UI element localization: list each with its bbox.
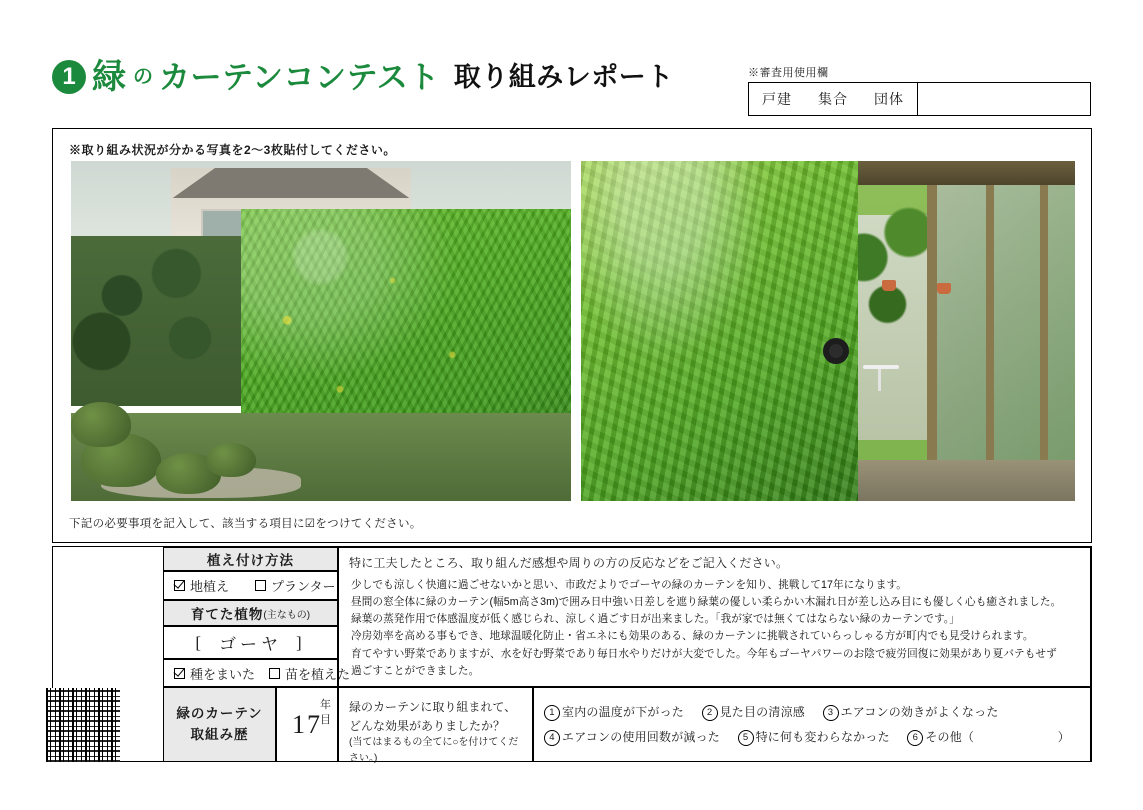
judge-option-detached[interactable]: 戸建 bbox=[762, 91, 792, 107]
judge-entry-blank[interactable] bbox=[918, 83, 1090, 115]
checkbox-checked-icon[interactable] bbox=[174, 580, 185, 591]
judge-option-collective[interactable]: 集合 bbox=[818, 91, 848, 107]
free-comment-line: 緑葉の蒸発作用で体感温度が低く感じられ、涼しく過ごす日が出来ました。「我が家では無くてはならない緑のカーテンです。」 bbox=[351, 613, 960, 626]
effects-options-row-2[interactable] bbox=[544, 725, 1084, 750]
plant-grown-header-label: 育てた植物 bbox=[190, 607, 264, 622]
plant-grown-header bbox=[163, 600, 338, 626]
title-green-word: 緑 bbox=[92, 58, 127, 96]
title-particle: の bbox=[133, 66, 153, 88]
photo-flower-pot bbox=[937, 283, 951, 294]
photo-instruction: ※取り組み状況が分かる写真を2～3枚貼付してください。 bbox=[69, 143, 396, 157]
free-comment-cell[interactable] bbox=[338, 547, 1091, 687]
circle-number-icon: 2 bbox=[702, 705, 718, 721]
checkbox-checked-icon[interactable] bbox=[174, 668, 185, 679]
photo-bush bbox=[71, 402, 131, 446]
option-sowed-seed-label: 種をまいた bbox=[190, 666, 256, 682]
planting-method-header: 植え付け方法 bbox=[163, 547, 338, 571]
free-comment-line: 少しでも涼しく快適に過ごせないかと思い、市政だよりでゴーヤの緑のカーテンを知り、挑戦して17年になります。 bbox=[351, 579, 907, 591]
judge-use-note: ※審査用使用欄 bbox=[748, 67, 829, 79]
effect-option-6-close-paren: ） bbox=[1057, 730, 1070, 745]
circle-number-icon: 4 bbox=[544, 730, 560, 746]
option-sowed-seed[interactable] bbox=[174, 664, 255, 683]
experience-unit-year: 年 bbox=[320, 699, 331, 711]
photo-flower-pot bbox=[882, 280, 896, 291]
effects-question-line2: どんな効果がありましたか？ bbox=[349, 718, 506, 733]
photo-tire bbox=[823, 338, 849, 364]
checkbox-icon[interactable] bbox=[255, 580, 266, 591]
effect-option-1[interactable] bbox=[544, 705, 688, 719]
photo-door-frame bbox=[1040, 175, 1048, 488]
photo-glass-doors bbox=[927, 175, 1075, 488]
effect-option-4-label: エアコンの使用回数が減った bbox=[562, 730, 721, 745]
photo-door-frame bbox=[927, 175, 937, 488]
veranda-goya-curtain-photo bbox=[581, 161, 1075, 501]
circle-number-icon: 1 bbox=[544, 705, 560, 721]
effects-options-cell[interactable] bbox=[533, 687, 1091, 762]
experience-header-line2: 取組み歴 bbox=[190, 726, 249, 742]
experience-header bbox=[163, 687, 276, 762]
form-table bbox=[52, 546, 1092, 762]
effect-option-6-label: その他（ bbox=[925, 730, 975, 745]
effect-option-2[interactable] bbox=[702, 705, 809, 719]
experience-years-value: 17 bbox=[292, 709, 322, 739]
experience-years-field[interactable] bbox=[276, 687, 338, 762]
effects-question-cell bbox=[338, 687, 533, 762]
photo-bush bbox=[206, 443, 256, 477]
effect-option-1-label: 室内の温度が下がった bbox=[562, 705, 685, 719]
planting-method-options[interactable] bbox=[163, 571, 338, 600]
free-comment-line: 昼間の窓全体に緑のカーテン(幅5m高さ3m)で囲み日中強い日差しを遮り緑葉の優しい柔らかい木漏れ日が差し込み目にも優しく心も癒されました。 bbox=[351, 596, 1062, 609]
effects-options[interactable] bbox=[534, 688, 1090, 750]
effects-question-note: (当てはまるもの全てに○を付けてください。) bbox=[349, 737, 519, 764]
experience-years-unit bbox=[320, 698, 331, 729]
effects-options-row-1[interactable] bbox=[544, 700, 1084, 725]
circle-number-icon: 5 bbox=[738, 730, 754, 746]
plant-name-field[interactable] bbox=[163, 626, 338, 659]
judge-category-labels bbox=[749, 83, 918, 115]
effect-option-3-label: エアコンの効きがよくなった bbox=[840, 705, 999, 719]
planting-option-planter-label: プランター bbox=[271, 579, 336, 594]
planting-option-planter[interactable] bbox=[255, 576, 335, 595]
option-planted-seedling-label: 苗を植えた bbox=[285, 666, 351, 682]
effects-question-line1: 緑のカーテンに取り組まれて、 bbox=[349, 700, 517, 714]
free-comment-prompt: 特に工夫したところ、取り組んだ感想や周りの方の反応などをご記入ください。 bbox=[349, 556, 789, 570]
photo-table bbox=[863, 365, 899, 369]
qr-code bbox=[46, 688, 120, 762]
photo-garden-trees bbox=[71, 236, 241, 406]
bracket-open: [ bbox=[195, 632, 205, 652]
bracket-close: ] bbox=[296, 632, 306, 652]
free-comment-line: 育てやすい野菜でありますが、水を好む野菜であり毎日水やりだけが大変でした。今年もゴーヤパワーのお陰で疲労回復に効果があり夏バテもせず bbox=[351, 647, 1057, 660]
effect-option-4[interactable] bbox=[544, 730, 724, 744]
seed-or-seedling-options[interactable] bbox=[163, 659, 351, 687]
photo-bottom-note: 下記の必要事項を記入して、該当する項目に☑をつけてください。 bbox=[69, 518, 422, 530]
free-comment-body bbox=[339, 571, 1090, 680]
effects-question bbox=[339, 688, 532, 766]
number-badge: 1 bbox=[52, 60, 86, 94]
effect-option-5-label: 特に何も変わらなかった bbox=[755, 730, 890, 745]
judge-category-box[interactable] bbox=[748, 82, 1091, 116]
effect-option-2-label: 見た目の清涼感 bbox=[719, 705, 805, 719]
planting-option-ground-label: 地植え bbox=[190, 579, 230, 594]
plant-grown-header-sub: (主なもの) bbox=[263, 609, 311, 621]
photo-door-frame bbox=[986, 175, 994, 488]
planting-option-ground[interactable] bbox=[174, 576, 229, 595]
experience-unit-ordinal: 目 bbox=[320, 714, 331, 727]
checkbox-icon[interactable] bbox=[269, 668, 280, 679]
effect-option-6[interactable] bbox=[907, 730, 974, 744]
title-main-text: カーテンコンテスト bbox=[159, 59, 440, 95]
free-comment-line: 過ごすことができました。 bbox=[351, 664, 480, 677]
judge-option-group[interactable]: 団体 bbox=[874, 91, 904, 107]
free-comment-line: 冷房効率を高める事もでき、地球温暖化防止・省エネにも効果のある、緑のカーテンに挑戦されていらっしゃる方が町内でも見受けられます。 bbox=[351, 630, 1034, 643]
circle-number-icon: 3 bbox=[823, 705, 839, 721]
effect-option-5[interactable] bbox=[738, 730, 894, 744]
green-curtain-wall-photo bbox=[71, 161, 571, 501]
photo-window bbox=[201, 209, 246, 240]
plant-name-value: ゴーヤ bbox=[219, 635, 282, 654]
circle-number-icon: 6 bbox=[907, 730, 923, 746]
photo-goya-vines bbox=[581, 161, 858, 501]
photo-panel bbox=[52, 128, 1092, 543]
experience-header-line1: 緑のカーテン bbox=[176, 706, 263, 722]
effect-option-3[interactable] bbox=[823, 705, 999, 719]
title-sub-text: 取り組みレポート bbox=[453, 61, 674, 92]
